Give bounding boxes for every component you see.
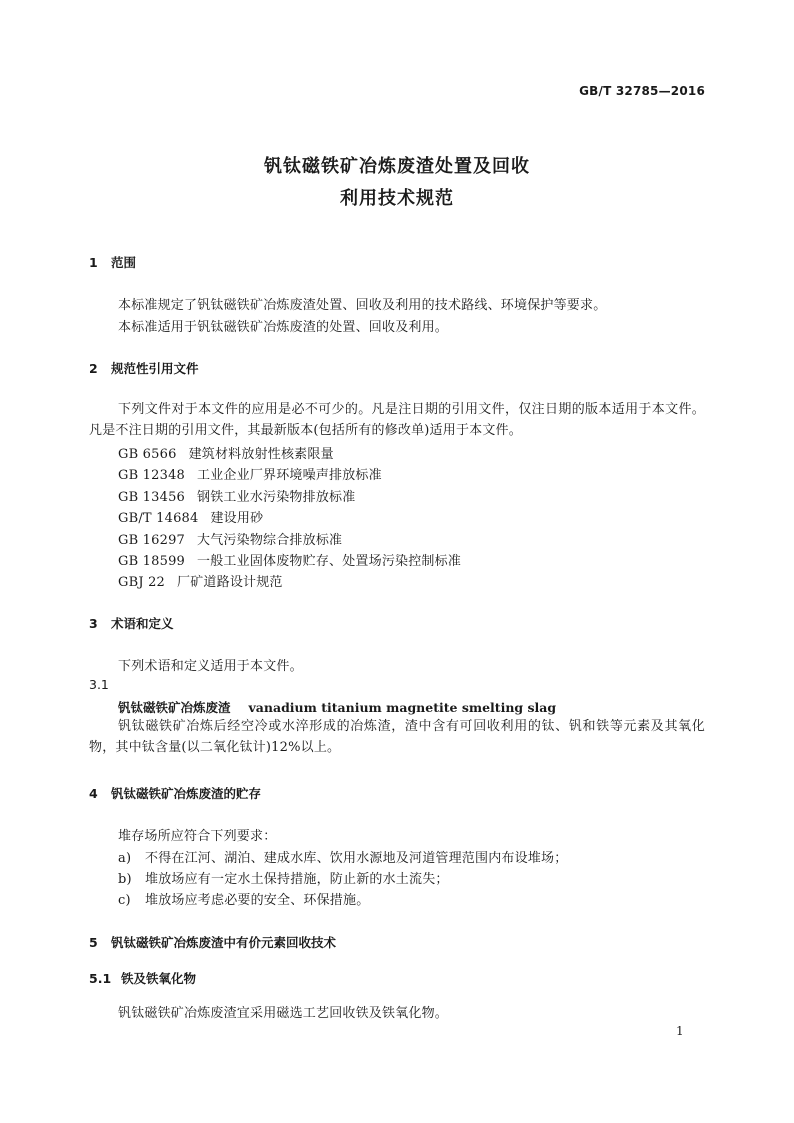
paragraph: 本标准规定了钒钛磁铁矿冶炼废渣处置、回收及利用的技术路线、环境保护等要求。 xyxy=(118,298,607,313)
section-2-heading xyxy=(89,359,199,377)
reference-code: GBJ 22 xyxy=(118,575,166,590)
list-item xyxy=(118,847,567,866)
reference-code: GB 13456 xyxy=(118,490,186,505)
paragraph: 钒钛磁铁矿冶炼废渣宜采用磁选工艺回收铁及铁氧化物。 xyxy=(118,1006,449,1021)
reference-item xyxy=(118,571,283,590)
reference-name: 厂矿道路设计规范 xyxy=(177,575,283,590)
list-text: 堆放场应考虑必要的安全、环保措施。 xyxy=(145,893,370,908)
term-definition: 钒钛磁铁矿冶炼后经空冷或水淬形成的冶炼渣，渣中含有可回收利用的钛、钒和铁等元素及其氧化物，其中钛含量(以二氧化钛计)12%以上。 xyxy=(89,719,705,755)
list-item xyxy=(118,889,369,908)
section-5-heading xyxy=(89,933,336,951)
reference-item xyxy=(118,443,334,462)
reference-name: 工业企业厂界环境噪声排放标准 xyxy=(197,468,382,483)
subsection-number: 5.1 xyxy=(89,971,112,986)
section-title: 术语和定义 xyxy=(111,616,174,631)
list-item xyxy=(118,868,449,887)
subsection-5-1-heading xyxy=(89,969,196,987)
reference-code: GB 6566 xyxy=(118,447,177,462)
section-number: 5 xyxy=(89,935,98,950)
section-1-heading xyxy=(89,253,136,271)
section-3-heading xyxy=(89,614,174,632)
list-marker: b) xyxy=(118,872,132,887)
section-title: 规范性引用文件 xyxy=(111,361,199,376)
document-title-line1: 钒钛磁铁矿冶炼废渣处置及回收 xyxy=(264,156,530,177)
reference-name: 一般工业固体废物贮存、处置场污染控制标准 xyxy=(197,554,462,569)
paragraph: 本标准适用于钒钛磁铁矿冶炼废渣的处置、回收及利用。 xyxy=(118,320,449,335)
term-number: 3.1 xyxy=(89,677,109,692)
section-number: 1 xyxy=(89,255,98,270)
reference-name: 钢铁工业水污染物排放标准 xyxy=(197,490,356,505)
section-title: 钒钛磁铁矿冶炼废渣的贮存 xyxy=(111,786,262,801)
reference-code: GB/T 14684 xyxy=(118,511,199,526)
page-number: 1 xyxy=(676,1024,684,1038)
list-text: 堆放场应有一定水土保持措施，防止新的水土流失； xyxy=(145,872,449,887)
reference-code: GB 18599 xyxy=(118,554,186,569)
document-title-line2: 利用技术规范 xyxy=(340,188,454,209)
term-chinese: 钒钛磁铁矿冶炼废渣 xyxy=(118,700,231,715)
paragraph: 下列术语和定义适用于本文件。 xyxy=(118,659,303,674)
standard-code: GB/T 32785—2016 xyxy=(579,84,705,98)
reference-item xyxy=(118,507,263,526)
subsection-title: 铁及铁氧化物 xyxy=(121,971,197,986)
reference-item xyxy=(118,486,355,505)
reference-name: 建筑材料放射性核素限量 xyxy=(188,447,334,462)
reference-code: GB 16297 xyxy=(118,533,186,548)
section-title: 范围 xyxy=(111,255,137,270)
reference-item xyxy=(118,529,342,548)
reference-name: 大气污染物综合排放标准 xyxy=(197,533,343,548)
reference-item xyxy=(118,464,382,483)
term-entry xyxy=(118,698,556,716)
reference-item xyxy=(118,550,461,569)
section-number: 3 xyxy=(89,616,98,631)
section-4-heading xyxy=(89,784,261,802)
list-marker: c) xyxy=(118,893,131,908)
paragraph: 下列文件对于本文件的应用是必不可少的。凡是注日期的引用文件，仅注日期的版本适用于本文件。凡是不注日期的引用文件，其最新版本(包括所有的修改单)适用于本文件。 xyxy=(89,402,705,438)
section-number: 4 xyxy=(89,786,98,801)
reference-name: 建设用砂 xyxy=(210,511,264,526)
list-marker: a) xyxy=(118,851,132,866)
paragraph: 堆存场所应符合下列要求： xyxy=(118,829,277,844)
list-text: 不得在江河、湖泊、建成水库、饮用水源地及河道管理范围内布设堆场； xyxy=(145,851,568,866)
section-number: 2 xyxy=(89,361,98,376)
reference-code: GB 12348 xyxy=(118,468,186,483)
term-english: vanadium titanium magnetite smelting slag xyxy=(248,700,557,715)
section-title: 钒钛磁铁矿冶炼废渣中有价元素回收技术 xyxy=(111,935,337,950)
